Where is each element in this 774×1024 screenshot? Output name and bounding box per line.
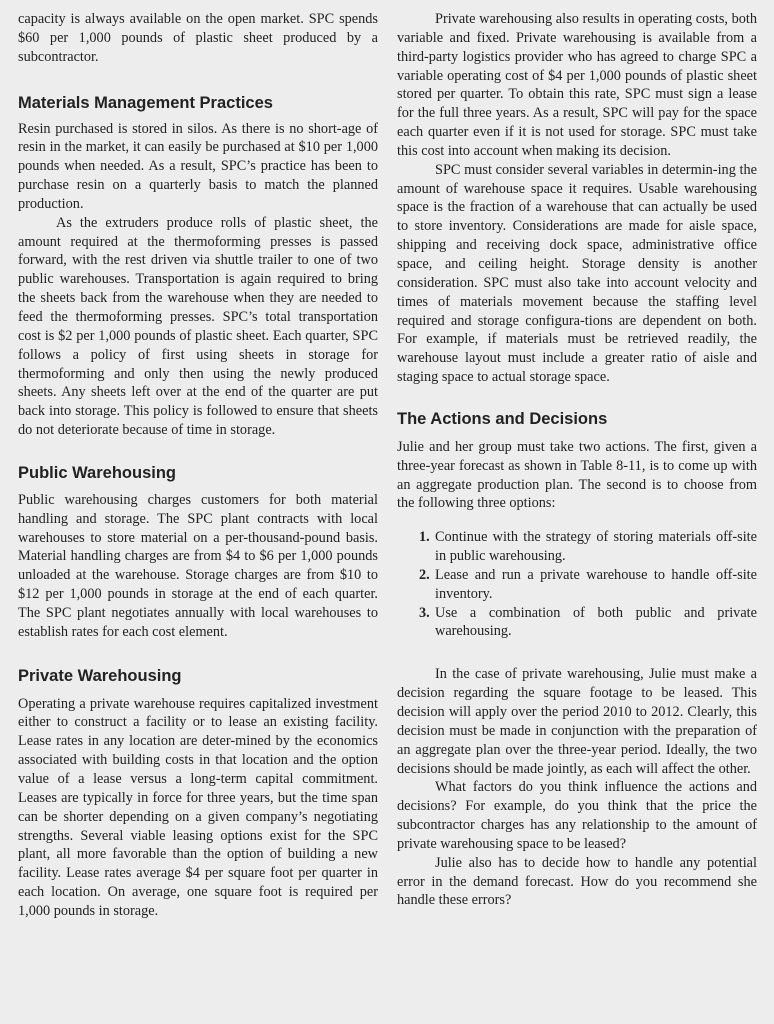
heading-public-warehousing: Public Warehousing	[18, 463, 176, 482]
list-item	[397, 604, 757, 642]
paragraph-private-operating-costs: Private warehousing also results in operating costs, both variable and fixed. Private warehousing is available from a third-party logistics provider who has agreed to charge SPC a variable operating cost of $4 per 1,000 pounds of plastic sheet stored per quarter. To obtain this rate, SPC must sign a lease for the full three years. As a result, SPC will pay for the space each quarter even if it is not used for storage. SPC must take this cost into account when making its decision.	[397, 11, 757, 159]
left-column	[18, 10, 378, 921]
paragraph-public-warehousing-charges: Public warehousing charges customers for both material handling and storage. The SPC plant contracts with local warehouses to store material on a per-thousand-pound basis. Material handling charges are from $4 to $6 per 1,000 pounds unloaded at the warehouse. Storage charges are from $10 to $12 per 1,000 pounds in storage at the end of each quarter. The SPC plant negotiates annually with local warehouses to establish rates for each cost element.	[18, 491, 378, 640]
heading-actions-decisions: The Actions and Decisions	[397, 409, 608, 428]
paragraph-two-actions: Julie and her group must take two actions. The first, given a three-year forecast as shown in Table 8-11, is to come up with an aggregate production plan. The second is to choose from the following three options:	[397, 438, 757, 512]
paragraph-extruders-transport: As the extruders produce rolls of plastic sheet, the amount required at the thermoforming presses is passed forward, with the rest driven via shuttle trailer to one of two public warehouses. Transportation is again required to bring the sheets back from the warehouse when they are needed to feed the thermoforming presses. SPC’s total transportation cost is $2 per 1,000 pounds of plastic sheet. Each quarter, SPC follows a policy of first using sheets in storage for thermoforming and only then using the newly produced sheets. Any sheets left over at the end of the quarter are put back into storage. This policy is followed to ensure that sheets do not deteriorate because of time in storage.	[18, 214, 378, 439]
paragraph-forecast-error: Julie also has to decide how to handle any potential error in the demand forecast. How do you recommend she handle these errors?	[397, 854, 757, 909]
list-item-number: 2.	[419, 566, 430, 583]
paragraph-warehouse-space-variables: SPC must consider several variables in determin-ing the amount of warehouse space it requires. Usable warehousing space is the fraction of a warehouse that can actually be used to store inventory. Considerations are made for aisle space, shipping and receiving dock space, administrative office space, and ceiling height. Storage density is another consideration. SPC must also take into account velocity and times of materials movement because the staffing level required and storage configura-tions are dependent on both. For example, if materials must be retrieved readily, the warehouse layout must include a greater ratio of aisle and staging space to actual storage space.	[397, 161, 757, 386]
list-item-number: 1.	[419, 529, 430, 546]
list-item-text: Lease and run a private warehouse to handle off-site inventory.	[435, 566, 757, 602]
options-list	[397, 528, 757, 641]
heading-private-warehousing: Private Warehousing	[18, 666, 182, 685]
heading-materials-management: Materials Management Practices	[18, 93, 273, 112]
list-item-number: 3.	[419, 604, 430, 621]
list-item-text: Continue with the strategy of storing materials off-site in public warehousing.	[435, 529, 757, 565]
paragraph-influencing-factors: What factors do you think influence the actions and decisions? For example, do you think that the price the subcontractor charges has any relationship to the amount of private warehousing space to be leased?	[397, 779, 757, 852]
right-column	[397, 10, 757, 910]
list-item-text: Use a combination of both public and private warehousing.	[435, 604, 757, 640]
paragraph-subcontractor-cost: capacity is always available on the open market. SPC spends $60 per 1,000 pounds of plastic sheet produced by a subcontractor.	[18, 11, 378, 65]
list-item	[397, 528, 757, 566]
list-item	[397, 566, 757, 604]
paragraph-private-warehouse-lease: Operating a private warehouse requires capitalized investment either to construct a facility or to lease an existing facility. Lease rates in any location are deter-mined by the economics associated with building costs in that location and the option value of a lease versus a long-term capital commitment. Leases are typically in force for three years, but the time span can be shorter depending on a given company’s negotiating strengths. Several viable leasing options exist for the SPC plant, all more favorable than the option of building a new facility. Lease rates average $4 per square foot per quarter in each location. On average, one square foot is required per 1,000 pounds in storage.	[18, 695, 378, 919]
paragraph-resin-storage: Resin purchased is stored in silos. As there is no short-age of resin in the market, it can easily be purchased at $10 per 1,000 pounds when needed. As a result, SPC’s practice has been to purchase resin on a quarterly basis to match the planned production.	[18, 120, 378, 212]
paragraph-square-footage-decision: In the case of private warehousing, Julie must make a decision regarding the square footage to be leased. This decision will apply over the period 2010 to 2012. Clearly, this decision must be made in conjunction with the preparation of an aggregate plan over the three-year period. Ideally, the two decisions should be made jointly, as each will affect the other.	[397, 666, 757, 777]
